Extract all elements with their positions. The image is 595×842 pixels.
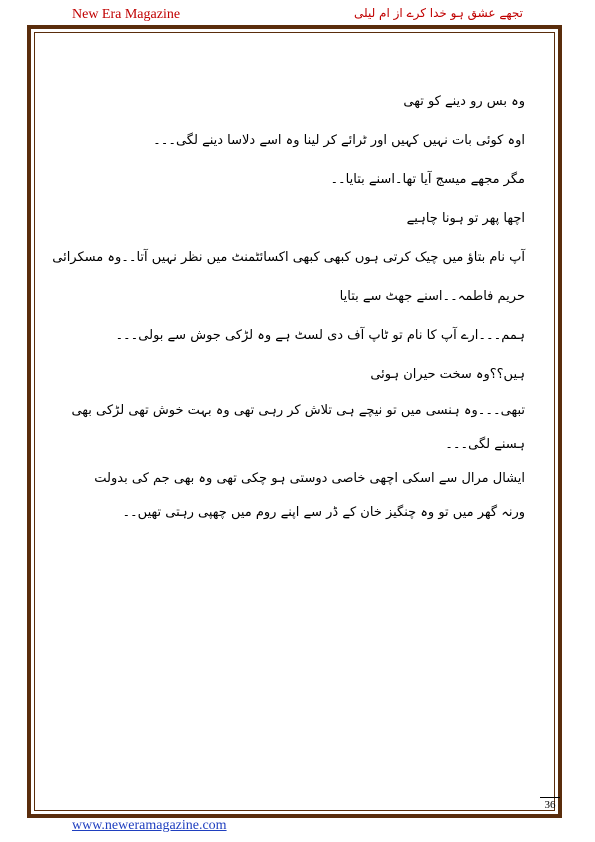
paragraph: آپ نام بتاؤ میں چیک کرتی ہوں کبھی کبھی اکسائٹمنٹ میں نظر نہیں آتا۔۔وہ مسکرائی (52, 250, 525, 265)
paragraph: اچھا پھر تو ہونا چاہیے (406, 211, 525, 226)
paragraph: ایشال مرال سے اسکی اچھی خاصی دوستی ہو چکی تھی وہ بھی جم کی بدولت ورنہ گھر میں تو وہ چنگیز خان کے ڈر سے اپنے روم میں چھپی رہتی تھیں۔۔ (94, 471, 525, 520)
page-number-rule (540, 797, 560, 798)
paragraph: ہیں؟؟وہ سخت حیران ہوئی (370, 367, 525, 382)
story-text (52, 82, 525, 530)
paragraph: اوہ کوئی بات نہیں کہیں اور ٹرائے کر لینا وہ اسے دلاسا دینے لگی۔۔۔ (153, 133, 525, 148)
page-number: 36 (544, 799, 556, 811)
paragraph: حریم فاطمہ۔۔اسنے جھٹ سے بتایا (339, 289, 525, 304)
paragraph: وہ بس رو دینے کو تھی (403, 94, 525, 109)
novel-title: تجھے عشق ہو خدا کرے از ام لیلی (353, 6, 523, 20)
website-link[interactable]: www.neweramagazine.com (72, 818, 227, 833)
paragraph: تبھی۔۔۔وہ ہنسی میں تو نیچے ہی تلاش کر رہی تھی وہ بہت خوش تھی لڑکی بھی ہسنے لگی۔۔۔ (71, 403, 525, 452)
paragraph: ہمم۔۔۔ارے آپ کا نام تو ٹاپ آف دی لسٹ ہے وہ لڑکی جوش سے بولی۔۔۔ (115, 328, 525, 343)
magazine-name: New Era Magazine (72, 7, 181, 22)
paragraph: مگر مجھے میسج آیا تھا۔اسنے بتایا۔۔ (330, 172, 525, 187)
